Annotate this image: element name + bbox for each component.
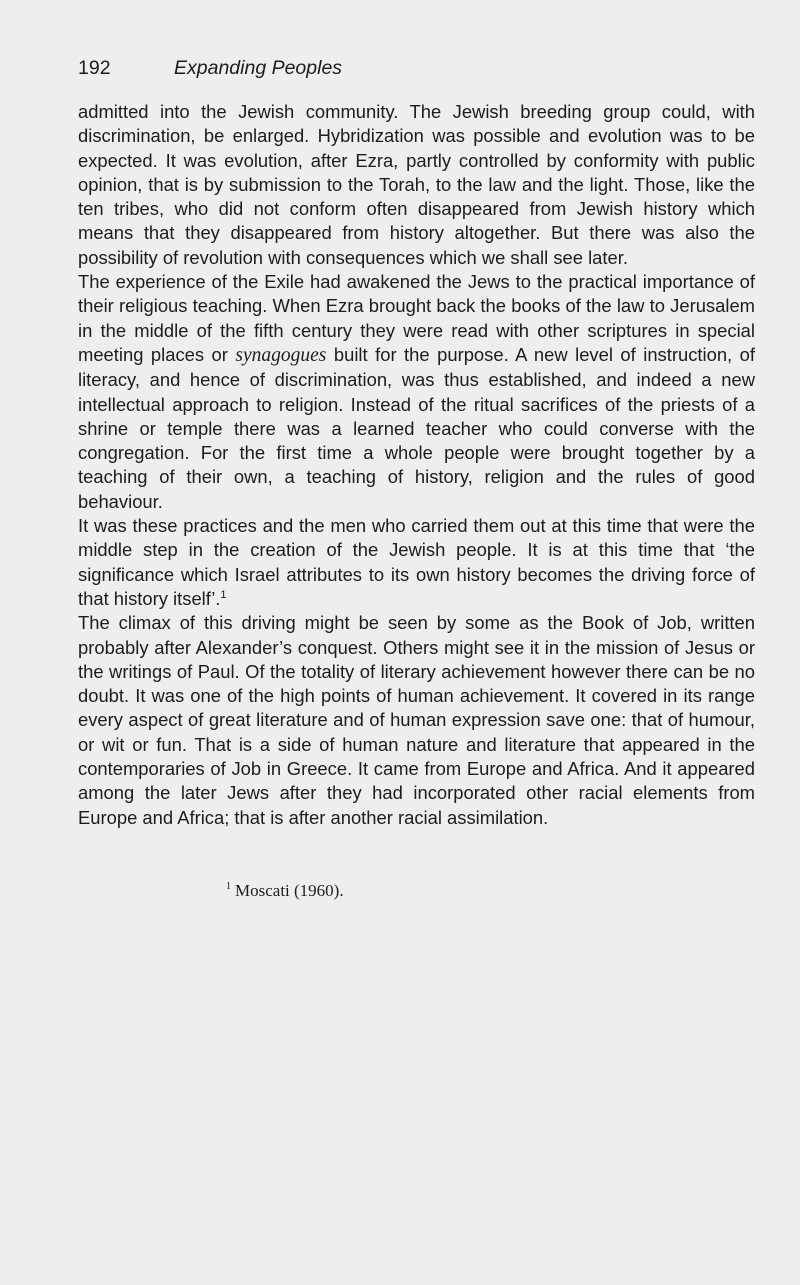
paragraph-text: The experience of the Exile had awakened the Jews to the practical importance of their religious teaching. When Ezra brought back the books of the law to Jerusalem in the middle of the fifth century they were read with other scriptures in special meeting places or: [78, 271, 755, 365]
footnote-text: Moscati (1960).: [235, 881, 344, 900]
paragraph: [78, 514, 755, 611]
page-number: 192: [78, 57, 111, 79]
running-title: Expanding Peoples: [174, 57, 343, 79]
body-text: [78, 100, 755, 830]
paragraph: [78, 270, 755, 514]
paragraph: admitted into the Jewish community. The Jewish breeding group could, with discrimination, be enlarged. Hybridization was possible and evolution was to be expected. It was evolution, after Ezra, partly controlled by conformity with public opinion, that is by submission to the Torah, to the law and the light. Those, like the ten tribes, who did not conform often disappeared from Jewish history which means that they disappeared from history altogether. But there was also the possibility of revolution with consequences which we shall see later.: [78, 101, 755, 268]
paragraph: The climax of this driving might be seen by some as the Book of Job, written probably after Alexander’s conquest. Others might see it in the mission of Jesus or the writings of Paul. Of the totality of literary achievement however there can be no doubt. It was one of the high points of human achievement. It covered in its range every aspect of great literature and of human expression save one: that of humour, or wit or fun. That is a side of human nature and literature that appeared in the contemporaries of Job in Greece. It came from Europe and Africa. And it appeared among the later Jews after they had incorporated other racial elements from Europe and Africa; that is after another racial assimilation.: [78, 612, 755, 828]
footnote-marker: 1: [226, 881, 231, 893]
emphasized-term: synagogues: [235, 344, 327, 366]
running-head: [78, 56, 342, 80]
paragraph-text: built for the purpose. A new level of instruction, of literacy, and hence of discrimination, was thus established, and indeed a new intellectual approach to religion. Instead of the ritual sacrifices of the priests of a shrine or temple there was a learned teacher who could converse with the congregation. For the first time a whole people were brought together by a teaching of their own, a teaching of history, religion and the rules of good behaviour.: [78, 343, 755, 512]
footnote-reference[interactable]: 1: [220, 588, 227, 601]
footnote: [226, 880, 344, 902]
paragraph-text: It was these practices and the men who carried them out at this time that were the middle step in the creation of the Jewish people. It is at this time that ‘the significance which Israel attributes to its own history becomes the driving force of that history itself’.: [78, 515, 755, 609]
